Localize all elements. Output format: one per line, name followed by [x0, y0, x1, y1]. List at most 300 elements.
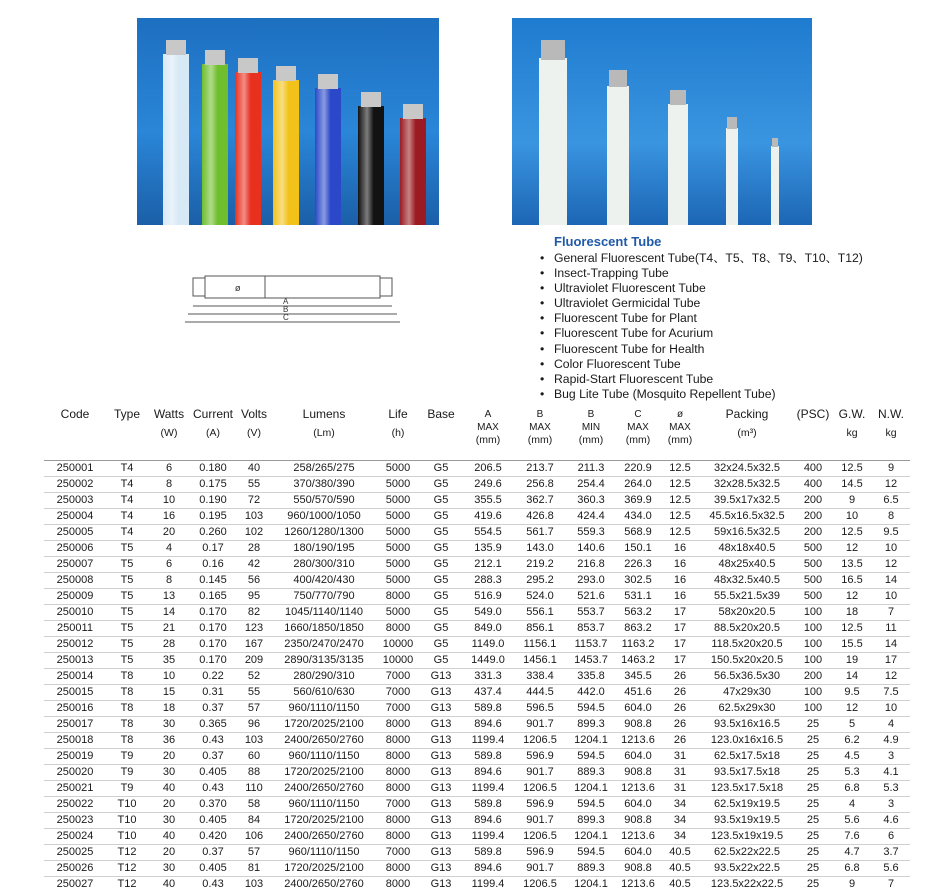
- table-cell: 200: [803, 509, 823, 522]
- table-cell: 0.22: [202, 669, 224, 682]
- table-cell: 589.8: [474, 797, 502, 810]
- table-cell: 899.3: [577, 813, 605, 826]
- table-cell: G5: [433, 573, 449, 586]
- table-cell: 6.5: [883, 493, 899, 506]
- table-cell: 500: [803, 557, 823, 570]
- table-row: [44, 828, 910, 844]
- table-cell: 14: [845, 669, 859, 682]
- table-cell: 6.8: [844, 781, 860, 794]
- table-cell: 42: [247, 557, 261, 570]
- table-cell: 1463.2: [621, 653, 655, 666]
- table-cell: 2400/2650/2760: [284, 877, 364, 890]
- table-cell: 500: [803, 541, 823, 554]
- table-cell: 0.370: [199, 797, 227, 810]
- column-header: [566, 408, 616, 460]
- table-cell: 62.5x29x30: [718, 701, 776, 714]
- white-tubes-photo: [512, 18, 812, 225]
- column-header-label: (PSC): [796, 407, 830, 421]
- table-cell: 1213.6: [621, 829, 655, 842]
- table-cell: 250006: [56, 541, 94, 554]
- table-cell: 62.5x19x19.5: [713, 797, 781, 810]
- table-cell: 250025: [56, 845, 94, 858]
- table-cell: T5: [120, 557, 134, 570]
- tube-cap: [318, 74, 338, 89]
- table-row: [44, 764, 910, 780]
- table-cell: T12: [117, 877, 137, 890]
- table-cell: 57: [247, 845, 261, 858]
- table-cell: G13: [430, 749, 452, 762]
- table-cell: 35: [162, 653, 176, 666]
- column-header-label: Lumens: [302, 407, 346, 421]
- table-cell: 293.0: [577, 573, 605, 586]
- table-cell: 596.5: [526, 701, 554, 714]
- table-cell: 1045/1140/1140: [285, 605, 363, 618]
- table-cell: G5: [433, 621, 449, 634]
- table-cell: 206.5: [474, 461, 502, 474]
- table-cell: 889.3: [577, 765, 605, 778]
- tube-cap: [727, 117, 737, 129]
- table-cell: 0.260: [199, 525, 227, 538]
- table-cell: 0.405: [199, 765, 227, 778]
- table-cell: 419.6: [474, 509, 502, 522]
- table-cell: 8: [165, 477, 173, 490]
- table-cell: 0.37: [202, 701, 224, 714]
- table-cell: 9: [848, 493, 856, 506]
- table-cell: 17: [673, 621, 687, 634]
- table-cell: 960/1000/1050: [287, 509, 361, 522]
- table-cell: 17: [673, 605, 687, 618]
- table-cell: 82: [247, 605, 261, 618]
- table-cell: T4: [120, 525, 134, 538]
- table-row: [44, 492, 910, 508]
- table-cell: 1720/2025/2100: [284, 717, 364, 730]
- table-cell: 500: [803, 573, 823, 586]
- table-cell: 3: [887, 797, 895, 810]
- table-cell: 16: [673, 557, 687, 570]
- table-cell: 5.6: [883, 861, 899, 874]
- table-cell: 72: [247, 493, 261, 506]
- table-body: [44, 460, 910, 892]
- table-cell: T12: [117, 845, 137, 858]
- table-cell: 2890/3135/3135: [284, 653, 364, 666]
- white-tubes-illustration: [512, 18, 812, 225]
- table-cell: 100: [803, 685, 823, 698]
- table-cell: 12: [884, 669, 898, 682]
- table-cell: 4.5: [844, 749, 860, 762]
- table-cell: 250009: [56, 589, 94, 602]
- table-cell: 10: [884, 589, 898, 602]
- table-cell: G5: [433, 589, 449, 602]
- table-cell: 34: [673, 813, 687, 826]
- table-cell: 3: [887, 749, 895, 762]
- table-cell: 8000: [385, 829, 411, 842]
- table-cell: 10000: [382, 637, 414, 650]
- table-cell: 424.4: [577, 509, 605, 522]
- table-cell: 10: [884, 701, 898, 714]
- tube-highlight: [400, 118, 426, 225]
- table-cell: 213.7: [526, 461, 554, 474]
- table-cell: 1453.7: [574, 653, 608, 666]
- table-row: [44, 588, 910, 604]
- table-cell: 7: [887, 877, 895, 890]
- table-cell: 8: [165, 573, 173, 586]
- table-cell: G5: [433, 605, 449, 618]
- table-cell: 1204.1: [574, 733, 608, 746]
- table-cell: 0.43: [202, 781, 224, 794]
- table-cell: G5: [433, 541, 449, 554]
- table-cell: 135.9: [474, 541, 502, 554]
- column-header-label: N.W.: [878, 407, 904, 421]
- table-cell: 250015: [56, 685, 94, 698]
- table-cell: 25: [806, 733, 820, 746]
- tube-cap: [670, 90, 686, 105]
- table-row: [44, 636, 910, 652]
- column-header-unit: (mm): [625, 434, 651, 446]
- table-cell: 0.145: [199, 573, 227, 586]
- list-item: • Fluorescent Tube for Acurium: [540, 326, 863, 341]
- table-cell: 960/1110/1150: [288, 797, 360, 810]
- tube-t10: [607, 86, 629, 225]
- table-cell: 250012: [56, 637, 94, 650]
- table-cell: 1260/1280/1300: [284, 525, 364, 538]
- table-cell: 25: [806, 813, 820, 826]
- table-cell: 9.5: [883, 525, 899, 538]
- table-cell: 7000: [385, 669, 411, 682]
- table-cell: T10: [117, 813, 137, 826]
- table-cell: 521.6: [577, 589, 605, 602]
- table-cell: 100: [803, 637, 823, 650]
- table-cell: T8: [120, 685, 134, 698]
- table-cell: 345.5: [624, 669, 652, 682]
- table-cell: 10: [162, 493, 176, 506]
- table-cell: 40.5: [669, 877, 691, 890]
- table-cell: 10: [162, 669, 176, 682]
- table-cell: 250003: [56, 493, 94, 506]
- column-header-label: ø MAX: [669, 409, 691, 433]
- table-cell: 55: [247, 477, 261, 490]
- column-header-label: Code: [60, 407, 90, 421]
- table-cell: T5: [120, 621, 134, 634]
- table-cell: 100: [803, 653, 823, 666]
- table-cell: 908.8: [624, 717, 652, 730]
- table-cell: 15: [162, 685, 176, 698]
- tube-cap: [361, 92, 381, 107]
- table-cell: 60: [247, 749, 261, 762]
- column-header-unit: (W): [160, 427, 178, 439]
- table-cell: 5.6: [844, 813, 860, 826]
- table-cell: 589.8: [474, 749, 502, 762]
- table-cell: G13: [430, 861, 452, 874]
- table-cell: 594.5: [577, 749, 605, 762]
- table-cell: T5: [120, 589, 134, 602]
- table-cell: 863.2: [624, 621, 652, 634]
- table-cell: 516.9: [474, 589, 502, 602]
- table-cell: 6.2: [844, 733, 860, 746]
- table-cell: 250020: [56, 765, 94, 778]
- table-cell: 12: [884, 477, 898, 490]
- table-cell: 0.165: [199, 589, 227, 602]
- table-cell: 13: [162, 589, 176, 602]
- table-cell: 12: [845, 701, 859, 714]
- table-cell: 254.4: [577, 477, 605, 490]
- table-cell: 40: [247, 461, 261, 474]
- table-cell: 302.5: [624, 573, 652, 586]
- table-cell: 554.5: [474, 525, 502, 538]
- table-cell: 901.7: [526, 765, 554, 778]
- column-header-label: Volts: [240, 407, 267, 421]
- table-cell: T12: [117, 861, 137, 874]
- table-cell: 19: [845, 653, 859, 666]
- column-header: [462, 408, 514, 460]
- dimension-c-label: C: [283, 313, 289, 322]
- table-cell: 550/570/590: [293, 493, 355, 506]
- table-cell: 563.2: [624, 605, 652, 618]
- table-cell: 25: [806, 749, 820, 762]
- table-cell: 16: [673, 573, 687, 586]
- table-cell: T8: [120, 733, 134, 746]
- table-row: [44, 540, 910, 556]
- table-cell: 2350/2470/2470: [284, 637, 364, 650]
- table-cell: G5: [433, 509, 449, 522]
- table-cell: 30: [162, 717, 176, 730]
- table-cell: G5: [433, 461, 449, 474]
- table-cell: 894.6: [474, 765, 502, 778]
- table-cell: 123.5x19x19.5: [710, 829, 784, 842]
- table-cell: 21: [162, 621, 176, 634]
- table-cell: 34: [673, 797, 687, 810]
- table-row: [44, 700, 910, 716]
- table-cell: 10000: [382, 653, 414, 666]
- column-header-label: Packing: [725, 407, 769, 421]
- column-header-label: G.W.: [838, 407, 866, 421]
- table-cell: G5: [433, 477, 449, 490]
- column-header-label: Type: [113, 407, 140, 421]
- table-cell: 93.5x22x22.5: [713, 861, 781, 874]
- table-cell: 59x16.5x32.5: [713, 525, 781, 538]
- table-cell: T5: [120, 573, 134, 586]
- table-cell: 7000: [385, 701, 411, 714]
- table-cell: 5000: [385, 525, 411, 538]
- table-cell: 338.4: [526, 669, 554, 682]
- table-cell: 1720/2025/2100: [284, 765, 364, 778]
- table-cell: 596.9: [526, 845, 554, 858]
- table-cell: 28: [247, 541, 261, 554]
- table-cell: 18: [845, 605, 859, 618]
- table-cell: 553.7: [577, 605, 605, 618]
- table-cell: 12.5: [669, 525, 691, 538]
- list-item: • Ultraviolet Germicidal Tube: [540, 296, 863, 311]
- table-cell: G13: [430, 765, 452, 778]
- table-cell: 40: [162, 781, 176, 794]
- table-header: [44, 408, 910, 460]
- table-cell: G13: [430, 829, 452, 842]
- table-row: [44, 572, 910, 588]
- table-cell: 150.5x20x20.5: [710, 653, 784, 666]
- table-cell: 0.180: [199, 461, 227, 474]
- table-cell: 180/190/195: [293, 541, 355, 554]
- table-cell: 30: [162, 765, 176, 778]
- table-cell: 26: [673, 717, 687, 730]
- table-cell: 7.5: [883, 685, 899, 698]
- table-cell: 5000: [385, 605, 411, 618]
- column-header-label: Life: [388, 407, 408, 421]
- table-cell: 143.0: [526, 541, 554, 554]
- table-cell: 559.3: [577, 525, 605, 538]
- table-row: [44, 620, 910, 636]
- table-cell: T8: [120, 669, 134, 682]
- table-cell: 0.31: [202, 685, 224, 698]
- table-cell: 0.170: [199, 605, 227, 618]
- table-cell: G13: [430, 701, 452, 714]
- table-cell: 0.170: [199, 653, 227, 666]
- diagram-base-left: [193, 278, 205, 296]
- table-cell: 17: [884, 653, 898, 666]
- tube-t5: [726, 128, 738, 225]
- table-cell: 200: [803, 525, 823, 538]
- table-cell: 258/265/275: [293, 461, 355, 474]
- table-cell: 6: [165, 461, 173, 474]
- table-cell: 11: [885, 621, 897, 634]
- tube-dimension-diagram: [185, 268, 405, 338]
- table-cell: 5: [848, 717, 856, 730]
- table-cell: 594.5: [577, 845, 605, 858]
- table-cell: 32x24.5x32.5: [713, 461, 781, 474]
- column-header: [832, 408, 872, 460]
- tube-cap: [609, 70, 627, 87]
- table-cell: 750/770/790: [293, 589, 355, 602]
- table-cell: 3.7: [883, 845, 899, 858]
- table-cell: 604.0: [624, 701, 652, 714]
- table-row: [44, 780, 910, 796]
- table-cell: 589.8: [474, 845, 502, 858]
- table-cell: 400: [803, 477, 823, 490]
- table-cell: 4.7: [844, 845, 860, 858]
- table-cell: 594.5: [577, 797, 605, 810]
- table-cell: 250021: [56, 781, 94, 794]
- table-cell: 360.3: [577, 493, 605, 506]
- table-cell: 8000: [385, 733, 411, 746]
- table-cell: T5: [120, 637, 134, 650]
- table-cell: 4: [165, 541, 173, 554]
- table-cell: 442.0: [577, 685, 605, 698]
- table-cell: 250018: [56, 733, 94, 746]
- table-cell: 36: [162, 733, 176, 746]
- column-header: [376, 408, 420, 460]
- table-cell: 8000: [385, 813, 411, 826]
- tube-highlight: [202, 64, 228, 225]
- table-cell: T8: [120, 717, 134, 730]
- table-cell: 81: [247, 861, 261, 874]
- tube-cap: [205, 50, 225, 65]
- table-cell: 93.5x16x16.5: [713, 717, 781, 730]
- table-cell: 20: [162, 797, 176, 810]
- table-cell: 58: [247, 797, 261, 810]
- table-cell: 12.5: [841, 461, 863, 474]
- column-header-unit: (A): [206, 427, 220, 439]
- table-cell: 1204.1: [574, 829, 608, 842]
- list-item: • General Fluorescent Tube(T4、T5、T8、T9、T10、T12): [540, 251, 863, 266]
- column-header-unit: kg: [846, 427, 858, 439]
- table-cell: 39.5x17x32.5: [713, 493, 781, 506]
- column-header: [148, 408, 190, 460]
- table-cell: 0.37: [202, 845, 224, 858]
- table-cell: 556.1: [526, 605, 554, 618]
- table-row: [44, 796, 910, 812]
- table-cell: 894.6: [474, 717, 502, 730]
- table-cell: 288.3: [474, 573, 502, 586]
- list-item: • Fluorescent Tube for Plant: [540, 311, 863, 326]
- table-cell: 55.5x21.5x39: [713, 589, 781, 602]
- table-cell: 1199.4: [471, 829, 505, 842]
- table-row: [44, 876, 910, 892]
- table-cell: 849.0: [474, 621, 502, 634]
- table-cell: 0.405: [199, 861, 227, 874]
- table-cell: 20: [162, 749, 176, 762]
- table-cell: 220.9: [624, 461, 652, 474]
- table-cell: 48x25x40.5: [718, 557, 776, 570]
- table-cell: 25: [806, 877, 820, 890]
- table-cell: 200: [803, 493, 823, 506]
- table-cell: 16: [162, 509, 176, 522]
- table-cell: 1213.6: [621, 877, 655, 890]
- table-cell: 901.7: [526, 717, 554, 730]
- table-cell: 31: [673, 749, 687, 762]
- column-header: [44, 408, 106, 460]
- table-cell: 960/1110/1150: [288, 749, 360, 762]
- table-cell: 212.1: [474, 557, 502, 570]
- table-cell: 10: [884, 541, 898, 554]
- list-item: • Rapid-Start Fluorescent Tube: [540, 372, 863, 387]
- product-list: [540, 251, 863, 402]
- column-header-unit: (mm): [578, 434, 604, 446]
- table-cell: G5: [433, 525, 449, 538]
- table-cell: 9: [848, 877, 856, 890]
- table-row: [44, 732, 910, 748]
- table-cell: 7: [887, 605, 895, 618]
- table-cell: 103: [244, 509, 264, 522]
- table-cell: 30: [162, 813, 176, 826]
- table-cell: 561.7: [526, 525, 554, 538]
- tube-t8: [668, 104, 688, 225]
- table-cell: 250002: [56, 477, 94, 490]
- table-cell: G5: [433, 557, 449, 570]
- table-cell: 2400/2650/2760: [284, 733, 364, 746]
- table-cell: 8000: [385, 589, 411, 602]
- table-cell: 2400/2650/2760: [284, 781, 364, 794]
- table-cell: 1153.7: [574, 637, 608, 650]
- table-cell: 250019: [56, 749, 94, 762]
- table-cell: T10: [117, 797, 137, 810]
- table-cell: 26: [673, 669, 687, 682]
- table-cell: 894.6: [474, 861, 502, 874]
- table-cell: 5000: [385, 541, 411, 554]
- table-row: [44, 556, 910, 572]
- table-cell: 62.5x17.5x18: [713, 749, 781, 762]
- table-cell: T9: [120, 781, 134, 794]
- table-cell: 250026: [56, 861, 94, 874]
- table-cell: 12: [845, 589, 859, 602]
- diameter-symbol: ø: [235, 284, 241, 294]
- table-cell: T4: [120, 461, 134, 474]
- table-cell: 167: [244, 637, 264, 650]
- table-cell: 335.8: [577, 669, 605, 682]
- table-cell: G13: [430, 685, 452, 698]
- table-row: [44, 812, 910, 828]
- table-cell: 20: [162, 525, 176, 538]
- colored-tubes-illustration: [137, 18, 439, 225]
- table-cell: 140.6: [577, 541, 605, 554]
- table-cell: 16.5: [841, 573, 863, 586]
